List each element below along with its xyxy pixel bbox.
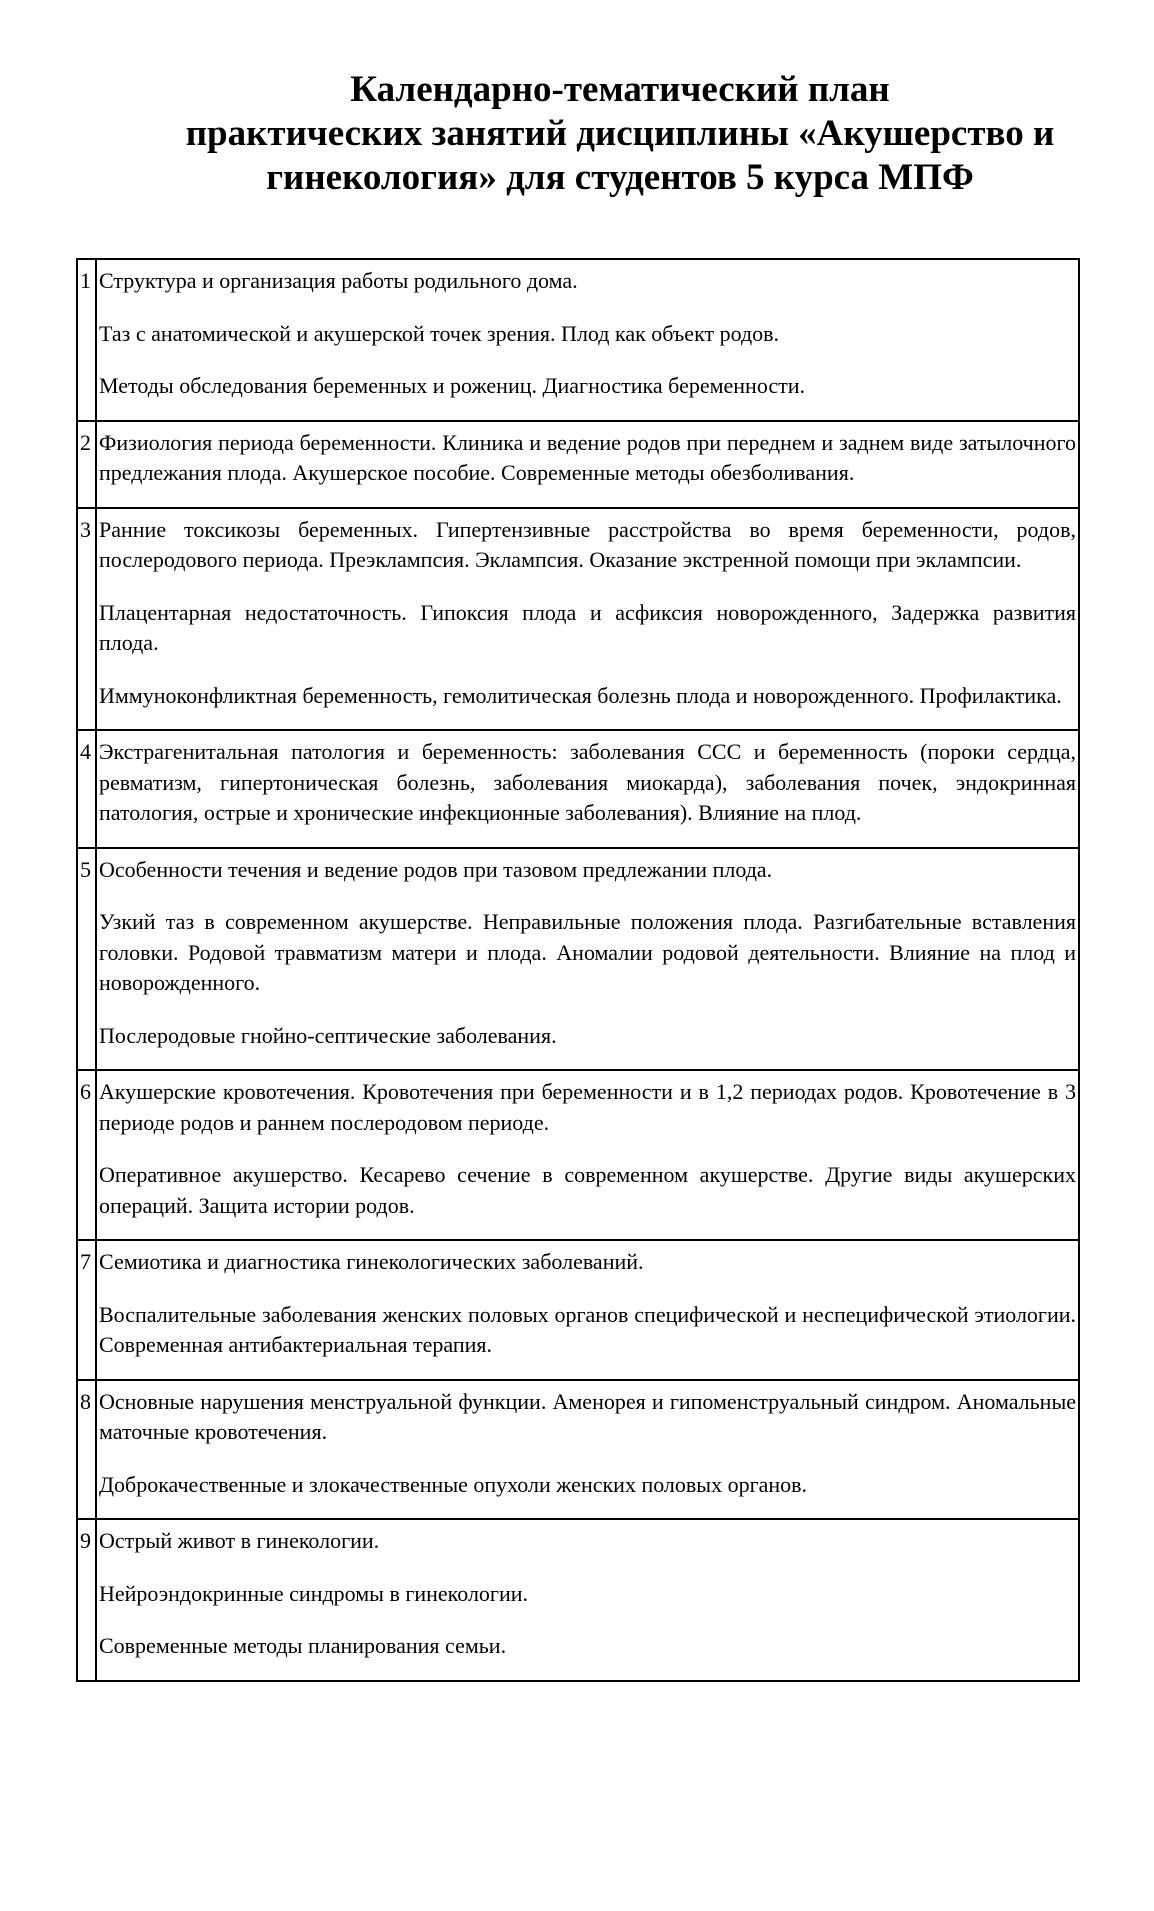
row-number: 3 [78,509,97,730]
topic-paragraph: Семиотика и диагностика гинекологических заболеваний. [99,1249,644,1274]
table-row [78,420,1078,507]
topic-paragraph: Плацентарная недостаточность. Гипоксия плода и асфиксия новорожденного, Задержка развития плода. [99,599,1076,655]
topic-paragraph: Нейроэндокринные синдромы в гинекологии. [99,1580,528,1606]
table-row [78,729,1078,847]
topic-paragraph: Узкий таз в современном акушерстве. Неправильные положения плода. Разгибательные вставления головки. Родовой травматизм матери и плода. Аномалии родовой деятельности. Влияние на плод и новорожденного. [99,909,1076,995]
row-content [97,260,1078,420]
row-content [97,1071,1078,1239]
row-number: 4 [78,731,97,847]
title-line-3: гинекология» для студентов 5 курса МПФ [266,157,974,198]
topic-paragraph: Оперативное акушерство. Кесарево сечение в современном акушерстве. Другие виды акушерских операций. Защита истории родов. [99,1162,1076,1218]
table-row [78,1069,1078,1239]
table-row [78,260,1078,420]
topic-paragraph: Доброкачественные и злокачественные опухоли женских половых органов. [99,1471,808,1497]
topic-paragraph: Экстрагенитальная патология и беременность: заболевания ССС и беременность (пороки сердца, ревматизм, гипертоническая болезнь, заболевания миокарда), заболевания почек, эндокринная патология, острые и хронические инфекционные заболевания). Влияние на плод. [99,739,1076,825]
row-content [97,509,1078,730]
table-row [78,1518,1078,1680]
row-number: 1 [78,260,97,420]
plan-table [76,258,1080,1682]
row-content [97,849,1078,1070]
row-number: 2 [78,422,97,507]
topic-paragraph: Иммуноконфликтная беременность, гемолитическая болезнь плода и новорожденного. Профилактика. [99,682,1062,708]
row-content [97,731,1078,847]
topic-paragraph: Особенности течения и ведение родов при тазовом предлежании плода. [99,856,773,882]
table-row [78,1379,1078,1519]
topic-paragraph: Острый живот в гинекологии. [99,1528,380,1553]
topic-paragraph: Основные нарушения менструальной функции. Аменорея и гипоменструальный синдром. Аномальные маточные кровотечения. [99,1388,1076,1444]
row-content [97,1241,1078,1379]
topic-paragraph: Физиология периода беременности. Клиника и ведение родов при переднем и заднем виде затылочного предлежания плода. Акушерское пособие. Современные методы обезболивания. [99,429,1076,485]
row-content [97,1381,1078,1519]
row-number: 6 [78,1071,97,1239]
row-number: 7 [78,1241,97,1379]
row-number: 8 [78,1381,97,1519]
table-row [78,1239,1078,1379]
topic-paragraph: Структура и организация работы родильного дома. [99,268,578,293]
row-number: 9 [78,1520,97,1680]
topic-paragraph: Современные методы планирования семьи. [99,1633,507,1658]
row-number: 5 [78,849,97,1070]
title-line-1: Календарно-тематический план [350,69,890,110]
topic-paragraph: Методы обследования беременных и рожениц. Диагностика беременности. [99,373,806,398]
topic-paragraph: Акушерские кровотечения. Кровотечения при беременности и в 1,2 периодах родов. Кровотечение в 3 периоде родов и раннем послеродовом периоде. [99,1079,1076,1135]
row-content [97,1520,1078,1680]
document-title [130,68,1110,200]
topic-paragraph: Воспалительные заболевания женских половых органов специфической и неспецифической этиологии. Современная антибактериальная терапия. [99,1301,1076,1357]
row-content [97,422,1078,507]
table-row [78,507,1078,730]
topic-paragraph: Ранние токсикозы беременных. Гипертензивные расстройства во время беременности, родов, послеродового периода. Преэклампсия. Эклампсия. Оказание экстренной помощи при эклампсии. [99,516,1076,572]
topic-paragraph: Таз с анатомической и акушерской точек зрения. Плод как объект родов. [99,320,780,346]
table-row [78,847,1078,1070]
topic-paragraph: Послеродовые гнойно-септические заболевания. [99,1022,557,1048]
title-line-2: практических занятий дисциплины «Акушерство и [185,113,1055,154]
